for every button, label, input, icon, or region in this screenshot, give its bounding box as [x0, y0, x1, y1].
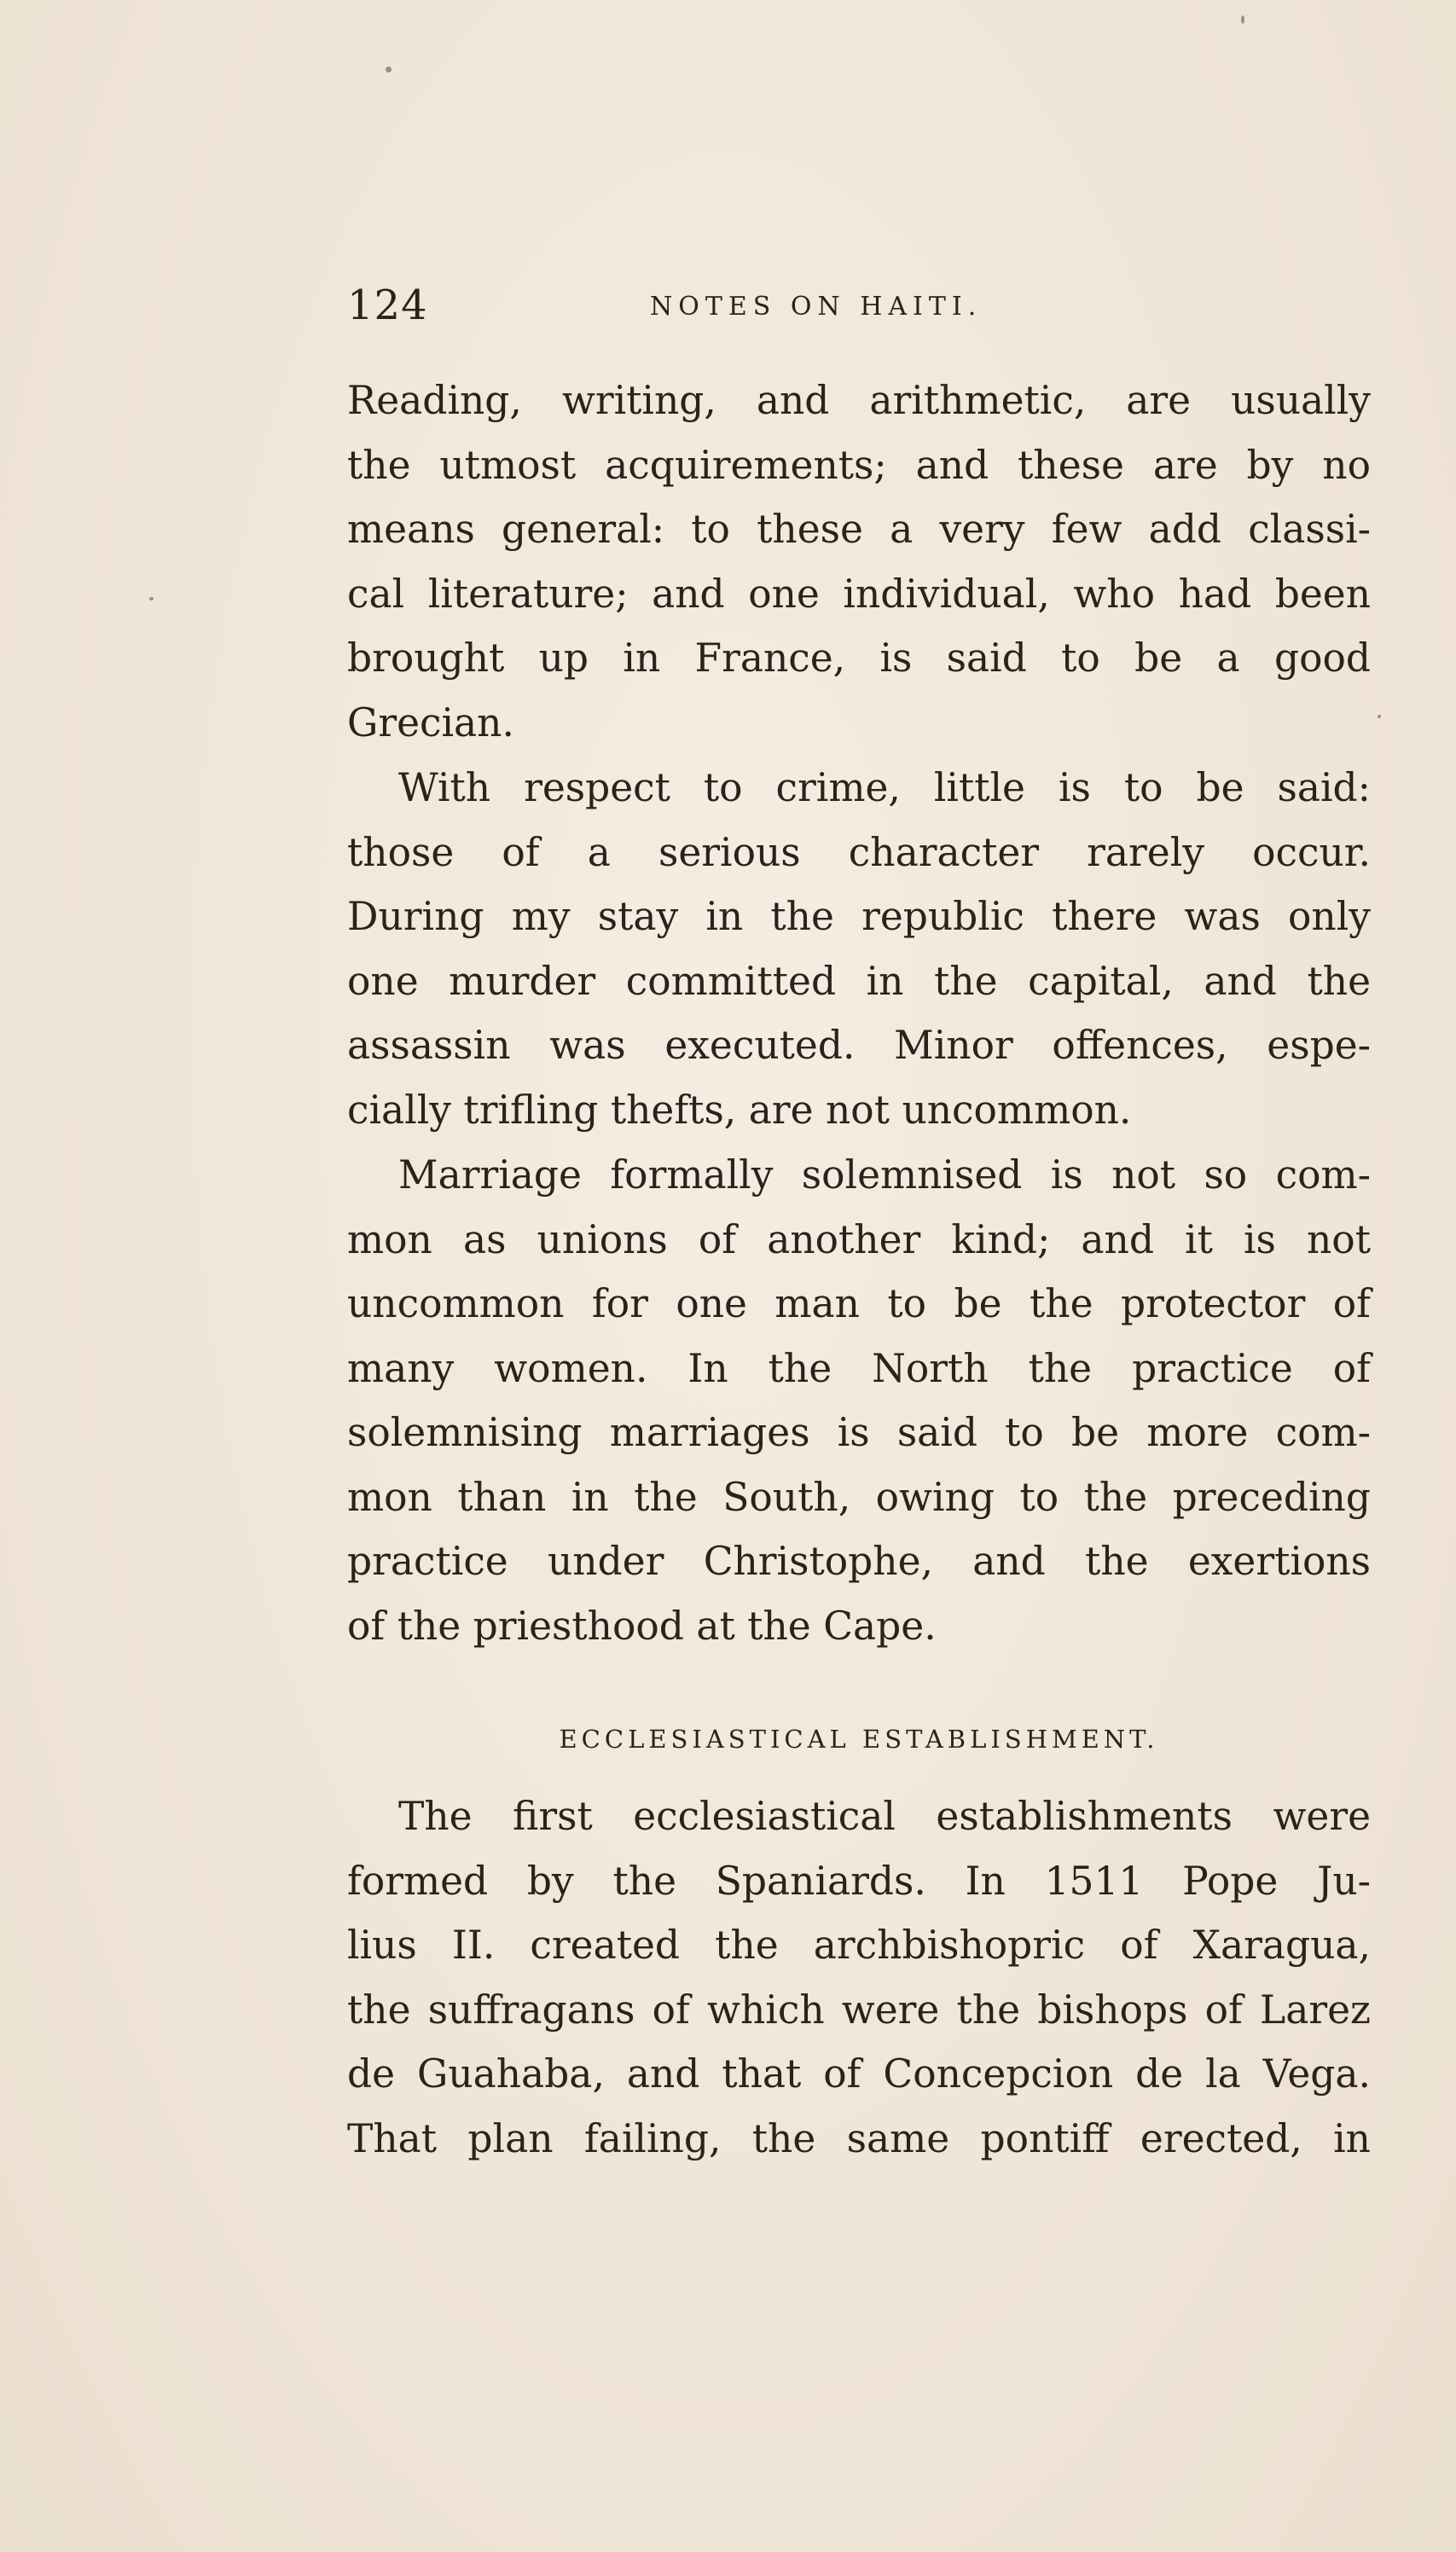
text-line: Marriage formally solemnised is not so com-: [398, 1152, 1371, 1198]
paper-speck: [1378, 715, 1381, 718]
paper-speck: [149, 597, 154, 600]
text-line: means general: to these a very few add classi-: [347, 507, 1371, 552]
text-line: the utmost acquirements; and these are by no: [347, 442, 1371, 488]
text-line: During my stay in the republic there was only: [347, 894, 1371, 939]
text-line: practice under Christophe, and the exertions: [347, 1539, 1371, 1584]
text-line: those of a serious character rarely occur.: [347, 829, 1371, 875]
text-line: brought up in France, is said to be a good: [347, 635, 1371, 681]
page-number: 124: [347, 281, 428, 329]
section-heading: ECCLESIASTICAL ESTABLISHMENT.: [559, 1725, 1159, 1754]
running-head: NOTES ON HAITI.: [650, 292, 983, 322]
text-line: assassin was executed. Minor offences, espe-: [347, 1023, 1371, 1068]
text-line: many women. In the North the practice of: [347, 1345, 1371, 1391]
text-line: the suffragans of which were the bishops of Larez: [347, 1986, 1371, 2033]
page-header: [347, 281, 1371, 341]
paper-speck: [1241, 15, 1244, 24]
text-line: uncommon for one man to be the protector of: [347, 1281, 1371, 1326]
paragraph-crime: [347, 756, 1371, 1142]
text-line: mon than in the South, owing to the preceding: [347, 1474, 1371, 1520]
text-line: solemnising marriages is said to be more com-: [347, 1410, 1371, 1455]
text-line: lius II. created the archbishopric of Xaragua,: [347, 1923, 1371, 1968]
text-line: formed by the Spaniards. In 1511 Pope Ju-: [347, 1858, 1371, 1904]
text-line: cal literature; and one individual, who had been: [347, 571, 1371, 617]
text-line: Grecian.: [347, 699, 514, 745]
text-line: That plan failing, the same pontiff erected, in: [347, 2115, 1371, 2161]
paragraph-ecclesiastical: [347, 1784, 1371, 2171]
text-line: mon as unions of another kind; and it is not: [347, 1216, 1371, 1262]
paragraph-education: [347, 368, 1371, 755]
text-line: Reading, writing, and arithmetic, are usually: [347, 378, 1371, 423]
text-line: cially trifling thefts, are not uncommon.: [347, 1087, 1132, 1133]
text-line: one murder committed in the capital, and the: [347, 958, 1371, 1004]
text-line: With respect to crime, little is to be said:: [398, 765, 1371, 810]
paragraph-marriage: [347, 1143, 1371, 1658]
paper-speck: [386, 67, 392, 72]
text-line: of the priesthood at the Cape.: [347, 1603, 937, 1649]
text-line: The first ecclesiastical establishments were: [398, 1794, 1371, 1839]
text-line: de Guahaba, and that of Concepcion de la Vega.: [347, 2051, 1371, 2097]
